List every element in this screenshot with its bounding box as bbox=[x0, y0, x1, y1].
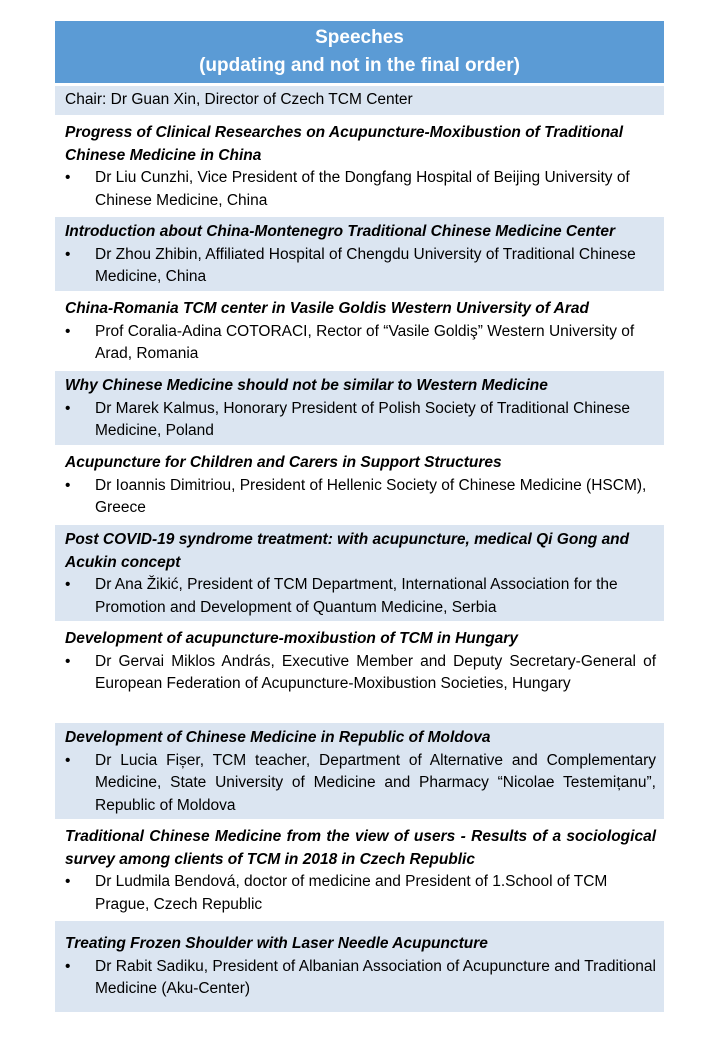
bullet-icon: • bbox=[65, 399, 71, 417]
speaker-item bbox=[65, 167, 656, 212]
speech-row bbox=[55, 118, 664, 217]
bullet-icon: • bbox=[65, 169, 71, 187]
speaker-item bbox=[65, 398, 656, 443]
speaker-item bbox=[65, 750, 656, 818]
chair-text: Chair: Dr Guan Xin, Director of Czech TCM Center bbox=[65, 91, 413, 108]
speech-title: Acupuncture for Children and Carers in Support Structures bbox=[65, 454, 502, 471]
speaker-item bbox=[65, 651, 656, 696]
speech-row bbox=[55, 371, 664, 448]
chair-row bbox=[55, 86, 664, 118]
bullet-icon: • bbox=[65, 322, 71, 340]
speaker-text: Dr Ludmila Bendová, doctor of medicine and President of 1.School of TCM Prague, Czech Republic bbox=[95, 873, 608, 913]
bullet-icon: • bbox=[65, 873, 71, 891]
speaker-text: Dr Rabit Sadiku, President of Albanian Association of Acupuncture and Traditional Medicine (Aku-Center) bbox=[95, 957, 656, 998]
speech-title: Treating Frozen Shoulder with Laser Needle Acupuncture bbox=[65, 935, 488, 952]
speech-title: China-Romania TCM center in Vasile Goldis Western University of Arad bbox=[65, 300, 589, 317]
speech-row bbox=[55, 822, 664, 921]
header-title: Speeches bbox=[315, 27, 404, 48]
speech-row bbox=[55, 448, 664, 525]
speaker-item bbox=[65, 475, 656, 520]
speaker-text: Dr Liu Cunzhi, Vice President of the Dongfang Hospital of Beijing University of Chinese Medicine, China bbox=[95, 169, 630, 209]
bullet-icon: • bbox=[65, 245, 71, 263]
speaker-text: Dr Lucia Fișer, TCM teacher, Department of Alternative and Complementary Medicine, State University of Medicine and Pharmacy “Nicolae Testemițanu”, Republic of Moldova bbox=[95, 751, 656, 814]
bullet-icon: • bbox=[65, 652, 71, 670]
speech-row bbox=[55, 723, 664, 822]
speech-title: Why Chinese Medicine should not be similar to Western Medicine bbox=[65, 377, 548, 394]
bullet-icon: • bbox=[65, 476, 71, 494]
speech-row bbox=[55, 525, 664, 624]
speaker-text: Dr Marek Kalmus, Honorary President of Polish Society of Traditional Chinese Medicine, Poland bbox=[95, 399, 630, 440]
speaker-item bbox=[65, 871, 656, 916]
speech-title: Introduction about China-Montenegro Traditional Chinese Medicine Center bbox=[65, 223, 615, 240]
speech-row bbox=[55, 217, 664, 294]
header-subtitle: (updating and not in the final order) bbox=[199, 55, 520, 76]
speech-row bbox=[55, 294, 664, 371]
speaker-text: Dr Ioannis Dimitriou, President of Hellenic Society of Chinese Medicine (HSCM), Greece bbox=[95, 476, 647, 517]
bullet-icon: • bbox=[65, 957, 71, 975]
speaker-text: Dr Zhou Zhibin, Affiliated Hospital of Chengdu University of Traditional Chinese Medicine, China bbox=[95, 245, 636, 286]
speeches-table bbox=[55, 21, 664, 1015]
speech-title: Development of acupuncture-moxibustion of TCM in Hungary bbox=[65, 630, 518, 647]
speaker-text: Dr Gervai Miklos András, Executive Member and Deputy Secretary-General of European Federation of Acupuncture-Moxibustion Societies, Hungary bbox=[95, 652, 656, 693]
speech-row bbox=[55, 624, 664, 723]
speaker-item bbox=[65, 956, 656, 1001]
speech-row bbox=[55, 921, 664, 1015]
bullet-icon: • bbox=[65, 576, 71, 594]
speech-title: Traditional Chinese Medicine from the view of users - Results of a sociological survey among clients of TCM in 2018 in Czech Republic bbox=[65, 828, 656, 868]
speaker-item bbox=[65, 321, 656, 366]
speaker-text: Dr Ana Žikić, President of TCM Department, International Association for the Promotion and Development of Quantum Medicine, Serbia bbox=[95, 576, 618, 616]
speech-title: Development of Chinese Medicine in Republic of Moldova bbox=[65, 729, 491, 746]
speech-title: Post COVID-19 syndrome treatment: with acupuncture, medical Qi Gong and Acukin concept bbox=[65, 531, 630, 571]
speech-title: Progress of Clinical Researches on Acupuncture-Moxibustion of Traditional Chinese Medicine in China bbox=[65, 124, 624, 164]
table-header bbox=[55, 21, 664, 86]
speaker-item bbox=[65, 574, 656, 619]
speaker-text: Prof Coralia-Adina COTORACI, Rector of “Vasile Goldiş” Western University of Arad, Romania bbox=[95, 322, 635, 363]
bullet-icon: • bbox=[65, 751, 71, 769]
speaker-item bbox=[65, 244, 656, 289]
